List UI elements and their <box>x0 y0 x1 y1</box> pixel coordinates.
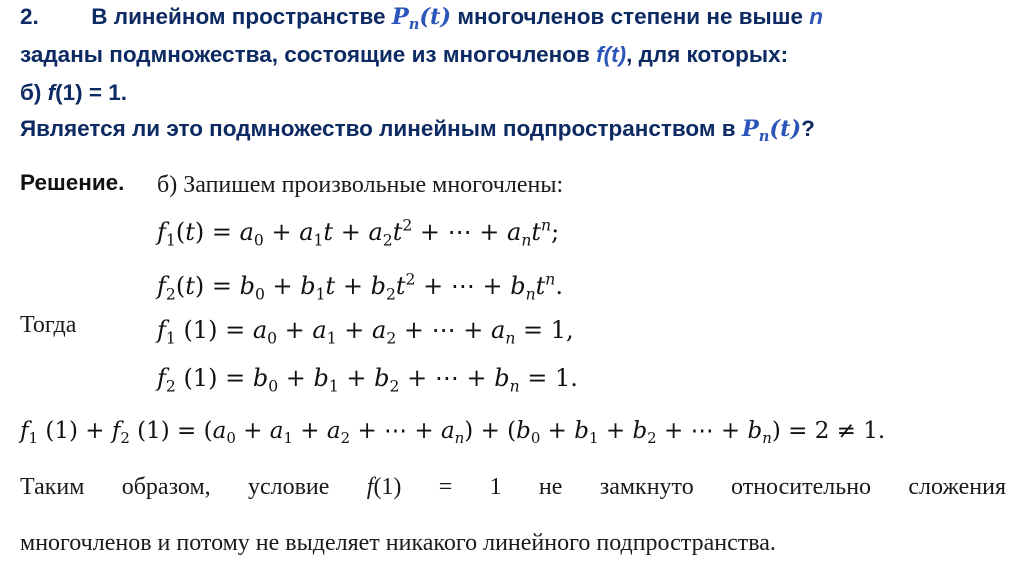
equation-f1: $f_1(t) = a_0 + a_1t + a_2t^2$ + ⋯ + $a_nt^n$; <box>157 216 560 250</box>
equation-sum: $f_1$ $(1) + f_2$ $(1) = (a_0 + a_1 + a_2$ + ⋯ + $a_n) + (b_0 + b_1 + b_2$ + ⋯ + $b_n) = 2 \ne 1$. <box>20 418 886 448</box>
equation-f2: $f_2(t) = b_0 + b_1t + b_2t^2$ + ⋯ + $b_nt^n$. <box>157 270 563 304</box>
equation-f2-at-1: $f_2$ $(1) = b_0 + b_1 + b_2$ + ⋯ + $b_n = 1$. <box>157 364 578 396</box>
then-label: Тогда <box>20 312 77 338</box>
poly-f: f(t) <box>596 42 627 67</box>
conclusion-line-2: многочленов и потому не выделяет никакого линейного подпространства. <box>20 530 776 556</box>
solution-label: Решение. <box>20 170 125 195</box>
problem-question: Является ли это подмножество линейным подпространством в $P_n(t)$? <box>20 116 815 146</box>
problem-line-2: заданы подмножества, состоящие из многочленов f(t), для которых: <box>20 42 789 67</box>
solution-intro: б) Запишем произвольные многочлены: <box>157 172 564 198</box>
problem-line-1: 2. В линейном пространстве $P_n(t)$ многочленов степени не выше n <box>20 4 824 34</box>
conclusion-line-1: Таким образом, условие f(1) = 1 не замкнуто относительно сложения <box>20 474 1007 500</box>
equation-f1-at-1: $f_1$ $(1) = a_0 + a_1 + a_2$ + ⋯ + $a_n = 1$, <box>157 316 574 348</box>
problem-number: 2. <box>20 4 39 29</box>
space-symbol: $P_n(t)$ <box>391 4 452 34</box>
space-symbol-question: $P_n(t)$ <box>741 116 802 146</box>
problem-case: б) f(1) = 1. <box>20 80 128 105</box>
